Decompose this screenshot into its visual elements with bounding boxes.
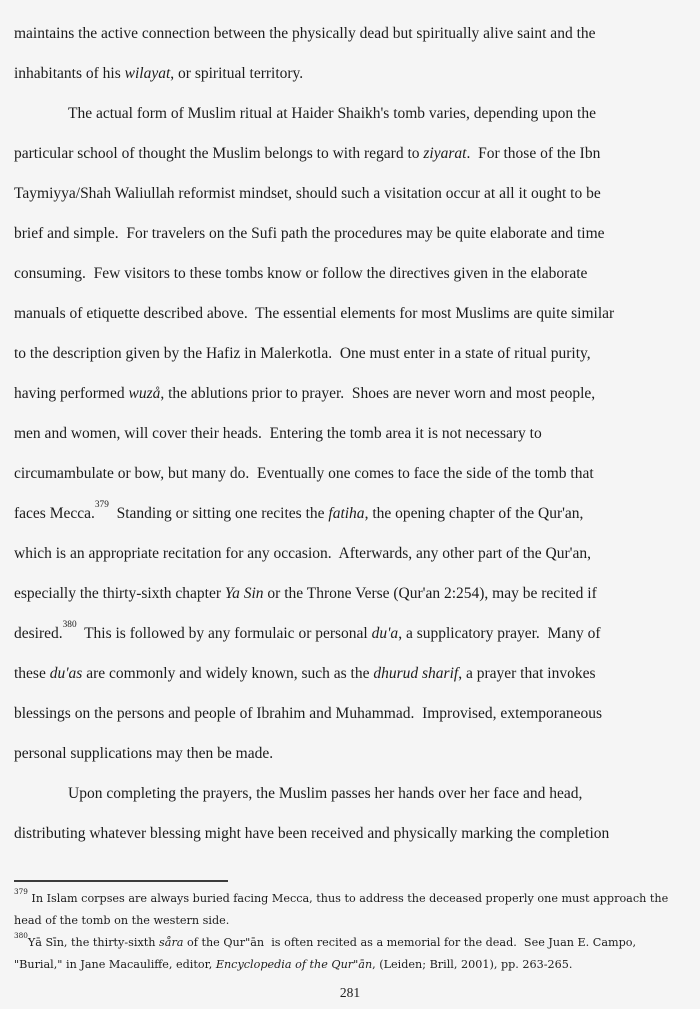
footnote-reference: 380 [62, 619, 77, 630]
text-run: personal supplications may then be made. [14, 745, 274, 762]
text-run: to the description given by the Hafiz in Malerkotla. One must enter in a state of ritual purity, [14, 345, 591, 362]
footnote-reference: 380 [14, 930, 28, 940]
italic-text-run: du'a [371, 625, 399, 642]
text-run: manuals of etiquette described above. The essential elements for most Muslims are quite similar [14, 305, 615, 322]
text-run: , (Leiden; Brill, 2001), pp. 263-265. [372, 958, 573, 971]
text-run: circumambulate or bow, but many do. Eventually one comes to face the side of the tomb that [14, 465, 594, 482]
text-run: The actual form of Muslim ritual at Haider Shaikh's tomb varies, depending upon the [68, 105, 596, 122]
text-run: consuming. Few visitors to these tombs know or follow the directives given in the elaborate [14, 265, 588, 282]
italic-text-run: Encyclopedia of the Qur"ān [215, 958, 373, 971]
body-text-line [14, 534, 692, 574]
body-text [14, 14, 692, 854]
body-text-line [14, 374, 692, 414]
footnote-text-line [14, 954, 694, 976]
text-run: Upon completing the prayers, the Muslim passes her hands over her face and head, [68, 785, 583, 802]
body-text-line [14, 814, 692, 854]
text-run: . For those of the Ibn [466, 145, 601, 162]
body-text-line [14, 494, 692, 534]
text-run: , the ablutions prior to prayer. Shoes are never worn and most people, [160, 385, 596, 402]
body-text-line [14, 54, 692, 94]
text-run: Yā Sīn, the thirty-sixth [27, 936, 160, 949]
text-run: distributing whatever blessing might have been received and physically marking the completion [14, 825, 610, 842]
text-run: inhabitants of his [14, 65, 125, 82]
text-run: particular school of thought the Muslim belongs to with regard to [14, 145, 424, 162]
text-run: This is followed by any formulaic or personal [76, 625, 372, 642]
footnote-text-line [14, 932, 694, 954]
italic-text-run: ziyarat [423, 145, 467, 162]
text-run: , a prayer that invokes [458, 665, 596, 682]
text-run: of the Qur"ān is often recited as a memorial for the dead. See Juan E. Campo, [183, 936, 637, 949]
text-run: Taymiyya/Shah Waliullah reformist mindset, should such a visitation occur at all it ought to be [14, 185, 601, 202]
text-run: faces Mecca. [14, 505, 95, 522]
footnotes [14, 888, 694, 976]
body-text-line [14, 414, 692, 454]
text-run: these [14, 665, 50, 682]
body-text-line [14, 134, 692, 174]
body-text-line [14, 654, 692, 694]
text-run: , a supplicatory prayer. Many of [398, 625, 601, 642]
body-text-line [14, 734, 692, 774]
body-text-line [14, 214, 692, 254]
footnote-text-line [14, 888, 694, 910]
italic-text-run: såra [159, 936, 184, 949]
body-text-line [14, 254, 692, 294]
italic-text-run: du'as [49, 665, 83, 682]
text-run: or the Throne Verse (Qur'an 2:254), may be recited if [263, 585, 597, 602]
text-run: "Burial," in Jane Macauliffe, editor, [14, 958, 216, 971]
body-text-line [14, 294, 692, 334]
page-number: 281 [339, 985, 361, 1000]
body-text-line [14, 174, 692, 214]
italic-text-run: wuzå [128, 385, 161, 402]
text-run: men and women, will cover their heads. Entering the tomb area it is not necessary to [14, 425, 542, 442]
text-run: Standing or sitting one recites the [108, 505, 329, 522]
text-run: having performed [14, 385, 129, 402]
text-run: , or spiritual territory. [170, 65, 304, 82]
body-text-line [14, 774, 692, 814]
text-run: In Islam corpses are always buried facing Mecca, thus to address the deceased properly one must approach the [27, 892, 669, 905]
text-run: which is an appropriate recitation for any occasion. Afterwards, any other part of the Qur'an, [14, 545, 591, 562]
text-run: are commonly and widely known, such as the [82, 665, 374, 682]
text-run: blessings on the persons and people of Ibrahim and Muhammad. Improvised, extemporaneous [14, 705, 603, 722]
text-run: maintains the active connection between the physically dead but spiritually alive saint and the [14, 25, 596, 42]
italic-text-run: wilayat [124, 65, 171, 82]
body-text-line [14, 694, 692, 734]
body-text-line [14, 14, 692, 54]
body-text-line [14, 614, 692, 654]
text-run: , the opening chapter of the Qur'an, [364, 505, 584, 522]
text-run: desired. [14, 625, 63, 642]
italic-text-run: fatiha [328, 505, 365, 522]
text-run: head of the tomb on the western side. [14, 914, 230, 927]
italic-text-run: dhurud sharif [373, 665, 459, 682]
body-text-line [14, 94, 692, 134]
body-text-line [14, 334, 692, 374]
body-text-line [14, 454, 692, 494]
footnote-reference: 379 [14, 886, 28, 896]
text-run: brief and simple. For travelers on the Sufi path the procedures may be quite elaborate and time [14, 225, 605, 242]
body-text-line [14, 574, 692, 614]
italic-text-run: Ya Sin [224, 585, 264, 602]
footnote-text-line [14, 910, 694, 932]
footnote-separator-rule [14, 880, 228, 882]
text-run: especially the thirty-sixth chapter [14, 585, 225, 602]
footnote-reference: 379 [94, 499, 109, 510]
